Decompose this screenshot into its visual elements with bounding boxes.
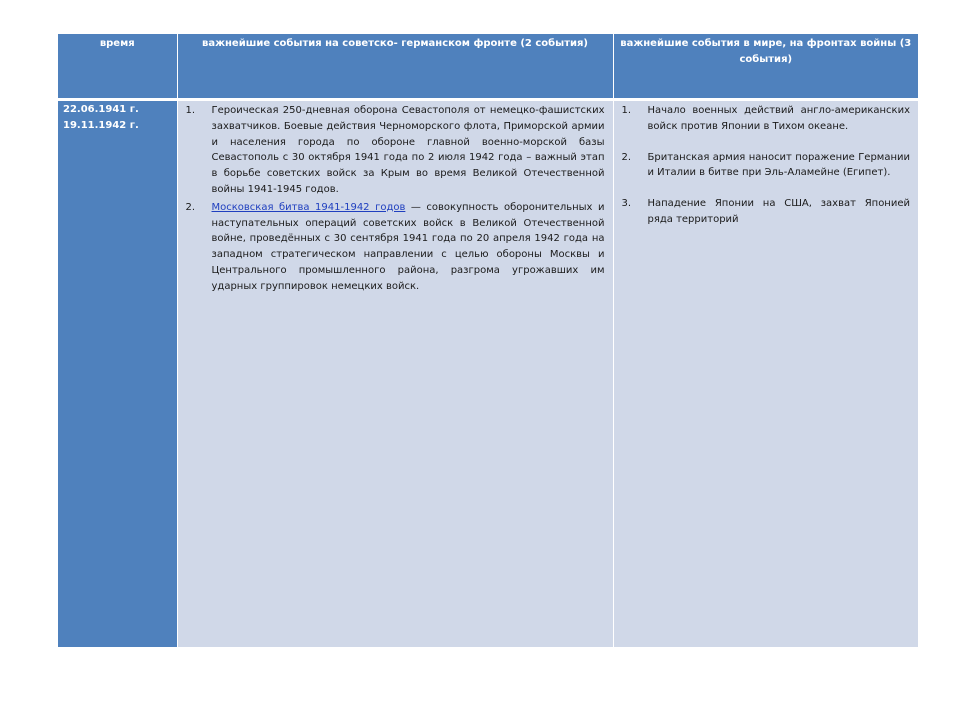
soviet-event-2 xyxy=(178,200,613,295)
events-table xyxy=(58,34,918,647)
period-start: 22.06.1941 г. xyxy=(63,104,139,115)
soviet-event-2-description: — совокупность оборонительных и наступательных операций советских войск в Великой Отечественной войне, проведённых с 30 сентября 1941 года по 20 апреля 1942 года на западном стратегическом направлении с целью обороны Москвы и Центрального промышленного района, разгрома угрожавших им ударных группировок немецких войск. xyxy=(211,201,605,292)
world-events-cell xyxy=(613,100,918,648)
period-end: 19.11.1942 г. xyxy=(63,120,139,131)
header-world-fronts: важнейшие события в мире, на фронтах войны (3 события) xyxy=(613,34,918,100)
list-number: 3. xyxy=(621,198,632,210)
list-number: 2. xyxy=(621,151,632,163)
header-soviet-front: важнейшие события на советско- германском фронте (2 события) xyxy=(177,34,613,100)
moscow-battle-link[interactable]: Московская битва 1941-1942 годов xyxy=(211,201,406,213)
header-row xyxy=(58,34,918,100)
soviet-event-1 xyxy=(178,103,613,198)
period-row xyxy=(58,100,918,648)
world-event-1 xyxy=(614,103,919,135)
world-event-2-text: Британская армия наносит поражение Германии и Италии в битве при Эль-Аламейне (Египет). xyxy=(647,151,910,179)
soviet-event-1-text: Героическая 250-дневная оборона Севастополя от немецко-фашистских захватчиков. Боевые действия Черноморского флота, Приморской армии и населения города по обороне главной военно-морской базы Севастополь с 30 октября 1941 года по 2 июля 1942 года – важный этап в борьбе советских войск за Крым во время Великой Отечественной войны 1941-1945 годов. xyxy=(211,105,605,195)
list-number: 2. xyxy=(185,201,196,213)
world-event-3 xyxy=(614,196,919,228)
soviet-event-2-text xyxy=(212,200,613,295)
soviet-events-cell xyxy=(177,100,613,648)
header-time: время xyxy=(58,34,177,100)
world-event-2 xyxy=(614,150,919,182)
world-event-3-text: Нападение Японии на США, захват Японией ряда территорий xyxy=(647,198,910,225)
list-number: 1. xyxy=(185,105,196,116)
period-cell xyxy=(58,100,177,648)
world-event-1-text: Начало военных действий англо-американских войск против Японии в Тихом океане. xyxy=(647,105,910,132)
list-number: 1. xyxy=(621,105,632,116)
